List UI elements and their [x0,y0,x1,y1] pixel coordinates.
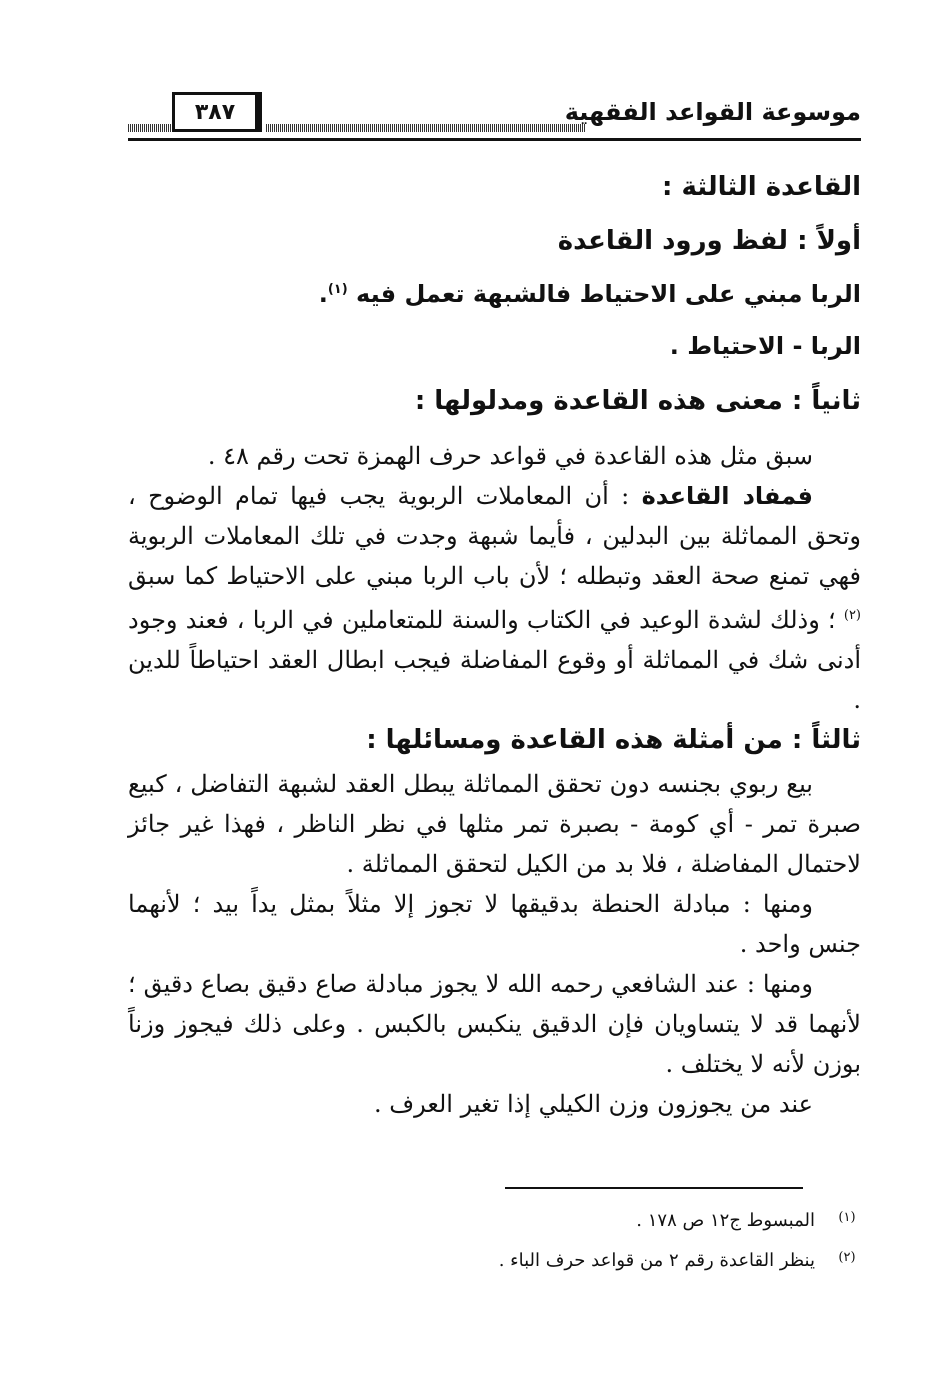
footnote-text: المبسوط ج١٢ ص ١٧٨ . [636,1210,815,1231]
page-number-text: ٣٨٧ [194,99,236,125]
footnote-mark: (١) [838,1210,856,1225]
rule-keywords: الربا - الاحتياط . [669,332,861,360]
rule-statement-end: . [318,280,328,308]
footnote-item [300,1210,861,1250]
footnote-item [300,1250,861,1290]
section-heading-third: ثالثاً : من أمثلة هذه القاعدة ومسائلها : [366,725,861,755]
page-number [172,92,258,132]
meaning-lead: فمفاد القاعدة [641,482,813,510]
footnotes [300,1210,861,1290]
footnote-mark: (٢) [838,1250,856,1265]
header-hatch-left [128,124,172,132]
meaning-text-1: : أن المعاملات الربوية يجب فيها تمام الوضوح ، وتحق المماثلة بين البدلين ، فأيما شبهة وجدت في تلك المعاملات الربوية فهي تمنع صحة العقد وتبطله ؛ لأن باب الربا مبني على الاحتياط كما سبق [128,482,861,590]
paragraph-cross-reference: سبق مثل هذه القاعدة في قواعد حرف الهمزة تحت رقم ٤٨ . [207,442,813,470]
paragraph-meaning [128,476,861,720]
paragraph-example-4: عند من يجوزون وزن الكيلي إذا تغير العرف . [374,1090,813,1118]
footnote-rule [505,1187,803,1189]
main-text [128,168,861,1124]
rule-heading: القاعدة الثالثة : [662,172,861,202]
meaning-text-2: ؛ وذلك لشدة الوعيد في الكتاب والسنة للمتعاملين في الربا ، فعند وجود أدنى شك في المماثلة أو وقوع المفاضلة فيجب ابطال العقد احتياطاً للدين . [128,606,862,714]
paragraph-example-2: ومنها : مبادلة الحنطة بدقيقها لا تجوز إلا مثلاً بمثل يداً بيد ؛ لأنهما جنس واحد . [128,890,861,958]
footnote-ref-1: (١) [327,282,348,297]
footnote-ref-2: (٢) [843,608,861,623]
rule-statement-text: الربا مبني على الاحتياط فالشبهة تعمل فيه [356,280,861,308]
header-hatch-right [266,124,586,132]
paragraph-example-1: بيع ربوي بجنسه دون تحقق المماثلة يبطل العقد لشبهة التفاضل ، كبيع صبرة تمر - أي كومة - بصبرة تمر مثلها في نظر الناظر ، فهذا غير جائز لاحتمال المفاضلة ، فلا بد من الكيل لتحقق المماثلة . [128,770,861,878]
running-header-title: موسوعة القواعد الفقهية [564,98,861,126]
rule-statement [128,280,861,332]
footnote-text: ينظر القاعدة رقم ٢ من قواعد حرف الباء . [498,1250,815,1271]
header-rule [128,138,861,141]
section-heading-first: أولاً : لفظ ورود القاعدة [557,226,861,256]
paragraph-example-3: ومنها : عند الشافعي رحمه الله لا يجوز مبادلة صاع دقيق بصاع دقيق ؛ لأنهما قد لا يتساويان فإن الدقيق ينكبس بالكبس . وعلى ذلك فيجوز وزناً بوزن لأنه لا يختلف . [128,970,861,1078]
section-heading-second: ثانياً : معنى هذه القاعدة ومدلولها : [414,386,861,416]
